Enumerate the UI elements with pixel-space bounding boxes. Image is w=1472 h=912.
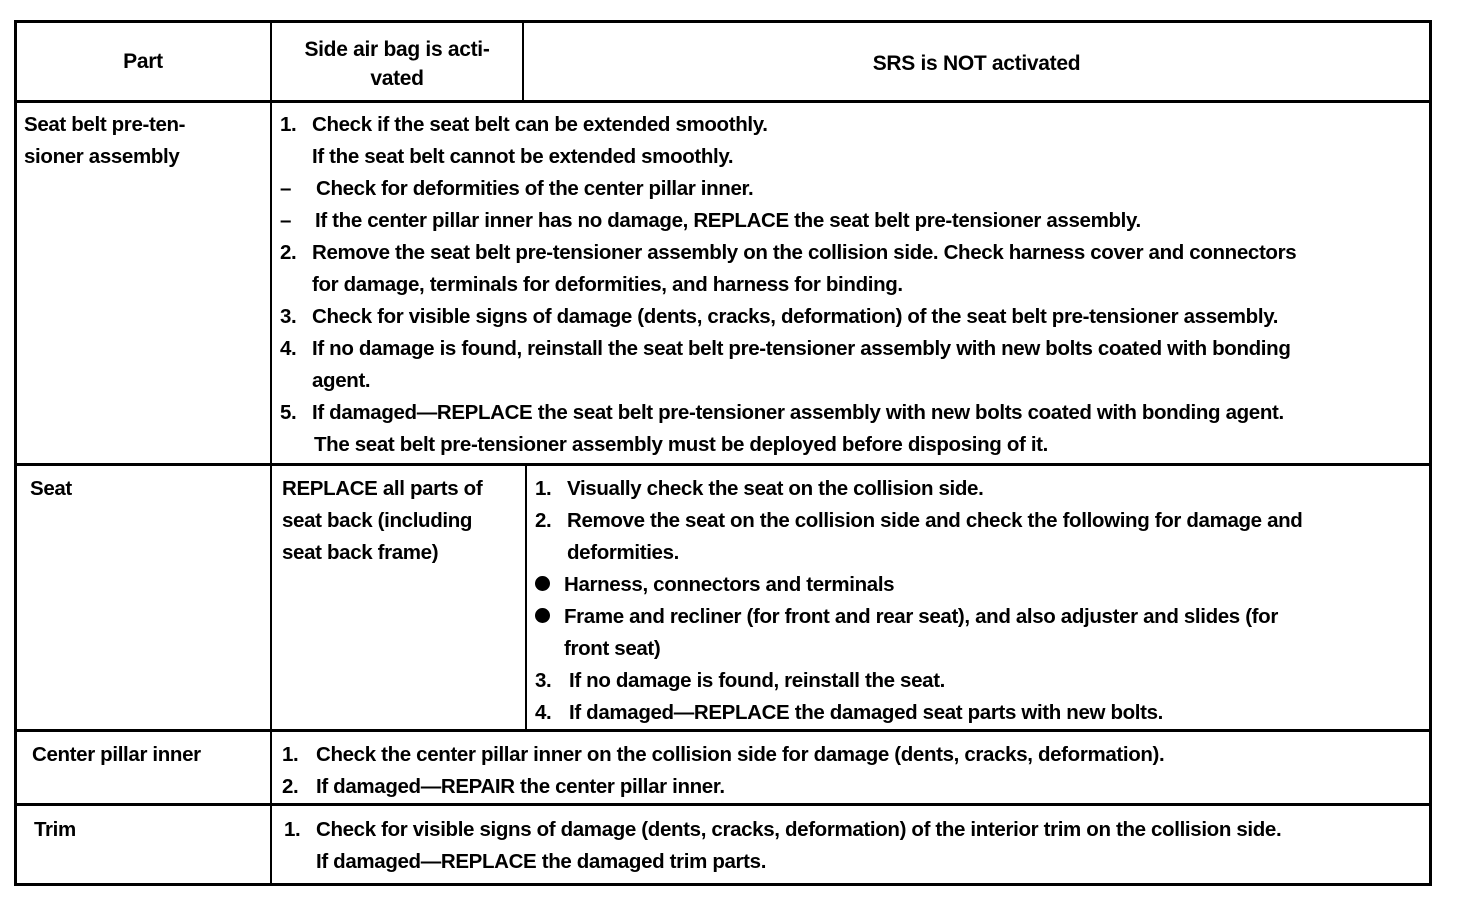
row-divider-seat xyxy=(14,729,1432,732)
row-divider-center-pillar xyxy=(14,803,1432,806)
part-column-divider xyxy=(270,20,272,886)
seat-side-air-bag-line1: REPLACE all parts of xyxy=(282,477,483,500)
list-item: If damaged—REPLACE the damaged trim parts. xyxy=(316,850,767,873)
part-trim: Trim xyxy=(34,818,76,841)
list-item: front seat) xyxy=(564,637,661,660)
part-seat-belt-line2: sioner assembly xyxy=(24,145,180,168)
bullet-icon xyxy=(535,576,550,591)
bullet-icon xyxy=(535,608,550,623)
header-side-air-bag-line2: vated xyxy=(370,67,424,90)
seat-side-air-bag-line2: seat back (including xyxy=(282,509,473,532)
list-item: The seat belt pre-tensioner assembly must be deployed before disposing of it. xyxy=(314,433,1048,456)
header-srs-not-activated: SRS is NOT activated xyxy=(872,52,1081,75)
list-item: Frame and recliner (for front and rear seat), and also adjuster and slides (for xyxy=(535,601,550,633)
seat-column-divider xyxy=(525,465,527,730)
part-center-pillar: Center pillar inner xyxy=(32,743,201,766)
header-part: Part xyxy=(123,50,163,73)
header-side-air-bag-line1: Side air bag is acti- xyxy=(304,38,490,61)
row-divider-seat-belt xyxy=(14,463,1432,466)
part-seat: Seat xyxy=(30,477,72,500)
list-item: deformities. xyxy=(567,541,679,564)
seat-side-air-bag-line3: seat back frame) xyxy=(282,541,439,564)
list-item: Harness, connectors and terminals xyxy=(535,569,550,601)
header-divider xyxy=(14,100,1432,103)
part-seat-belt-line1: Seat belt pre-ten- xyxy=(24,113,186,136)
list-item: for damage, terminals for deformities, and harness for binding. xyxy=(312,273,903,296)
list-item: agent. xyxy=(312,369,371,392)
list-item: If the seat belt cannot be extended smoothly. xyxy=(312,145,734,168)
